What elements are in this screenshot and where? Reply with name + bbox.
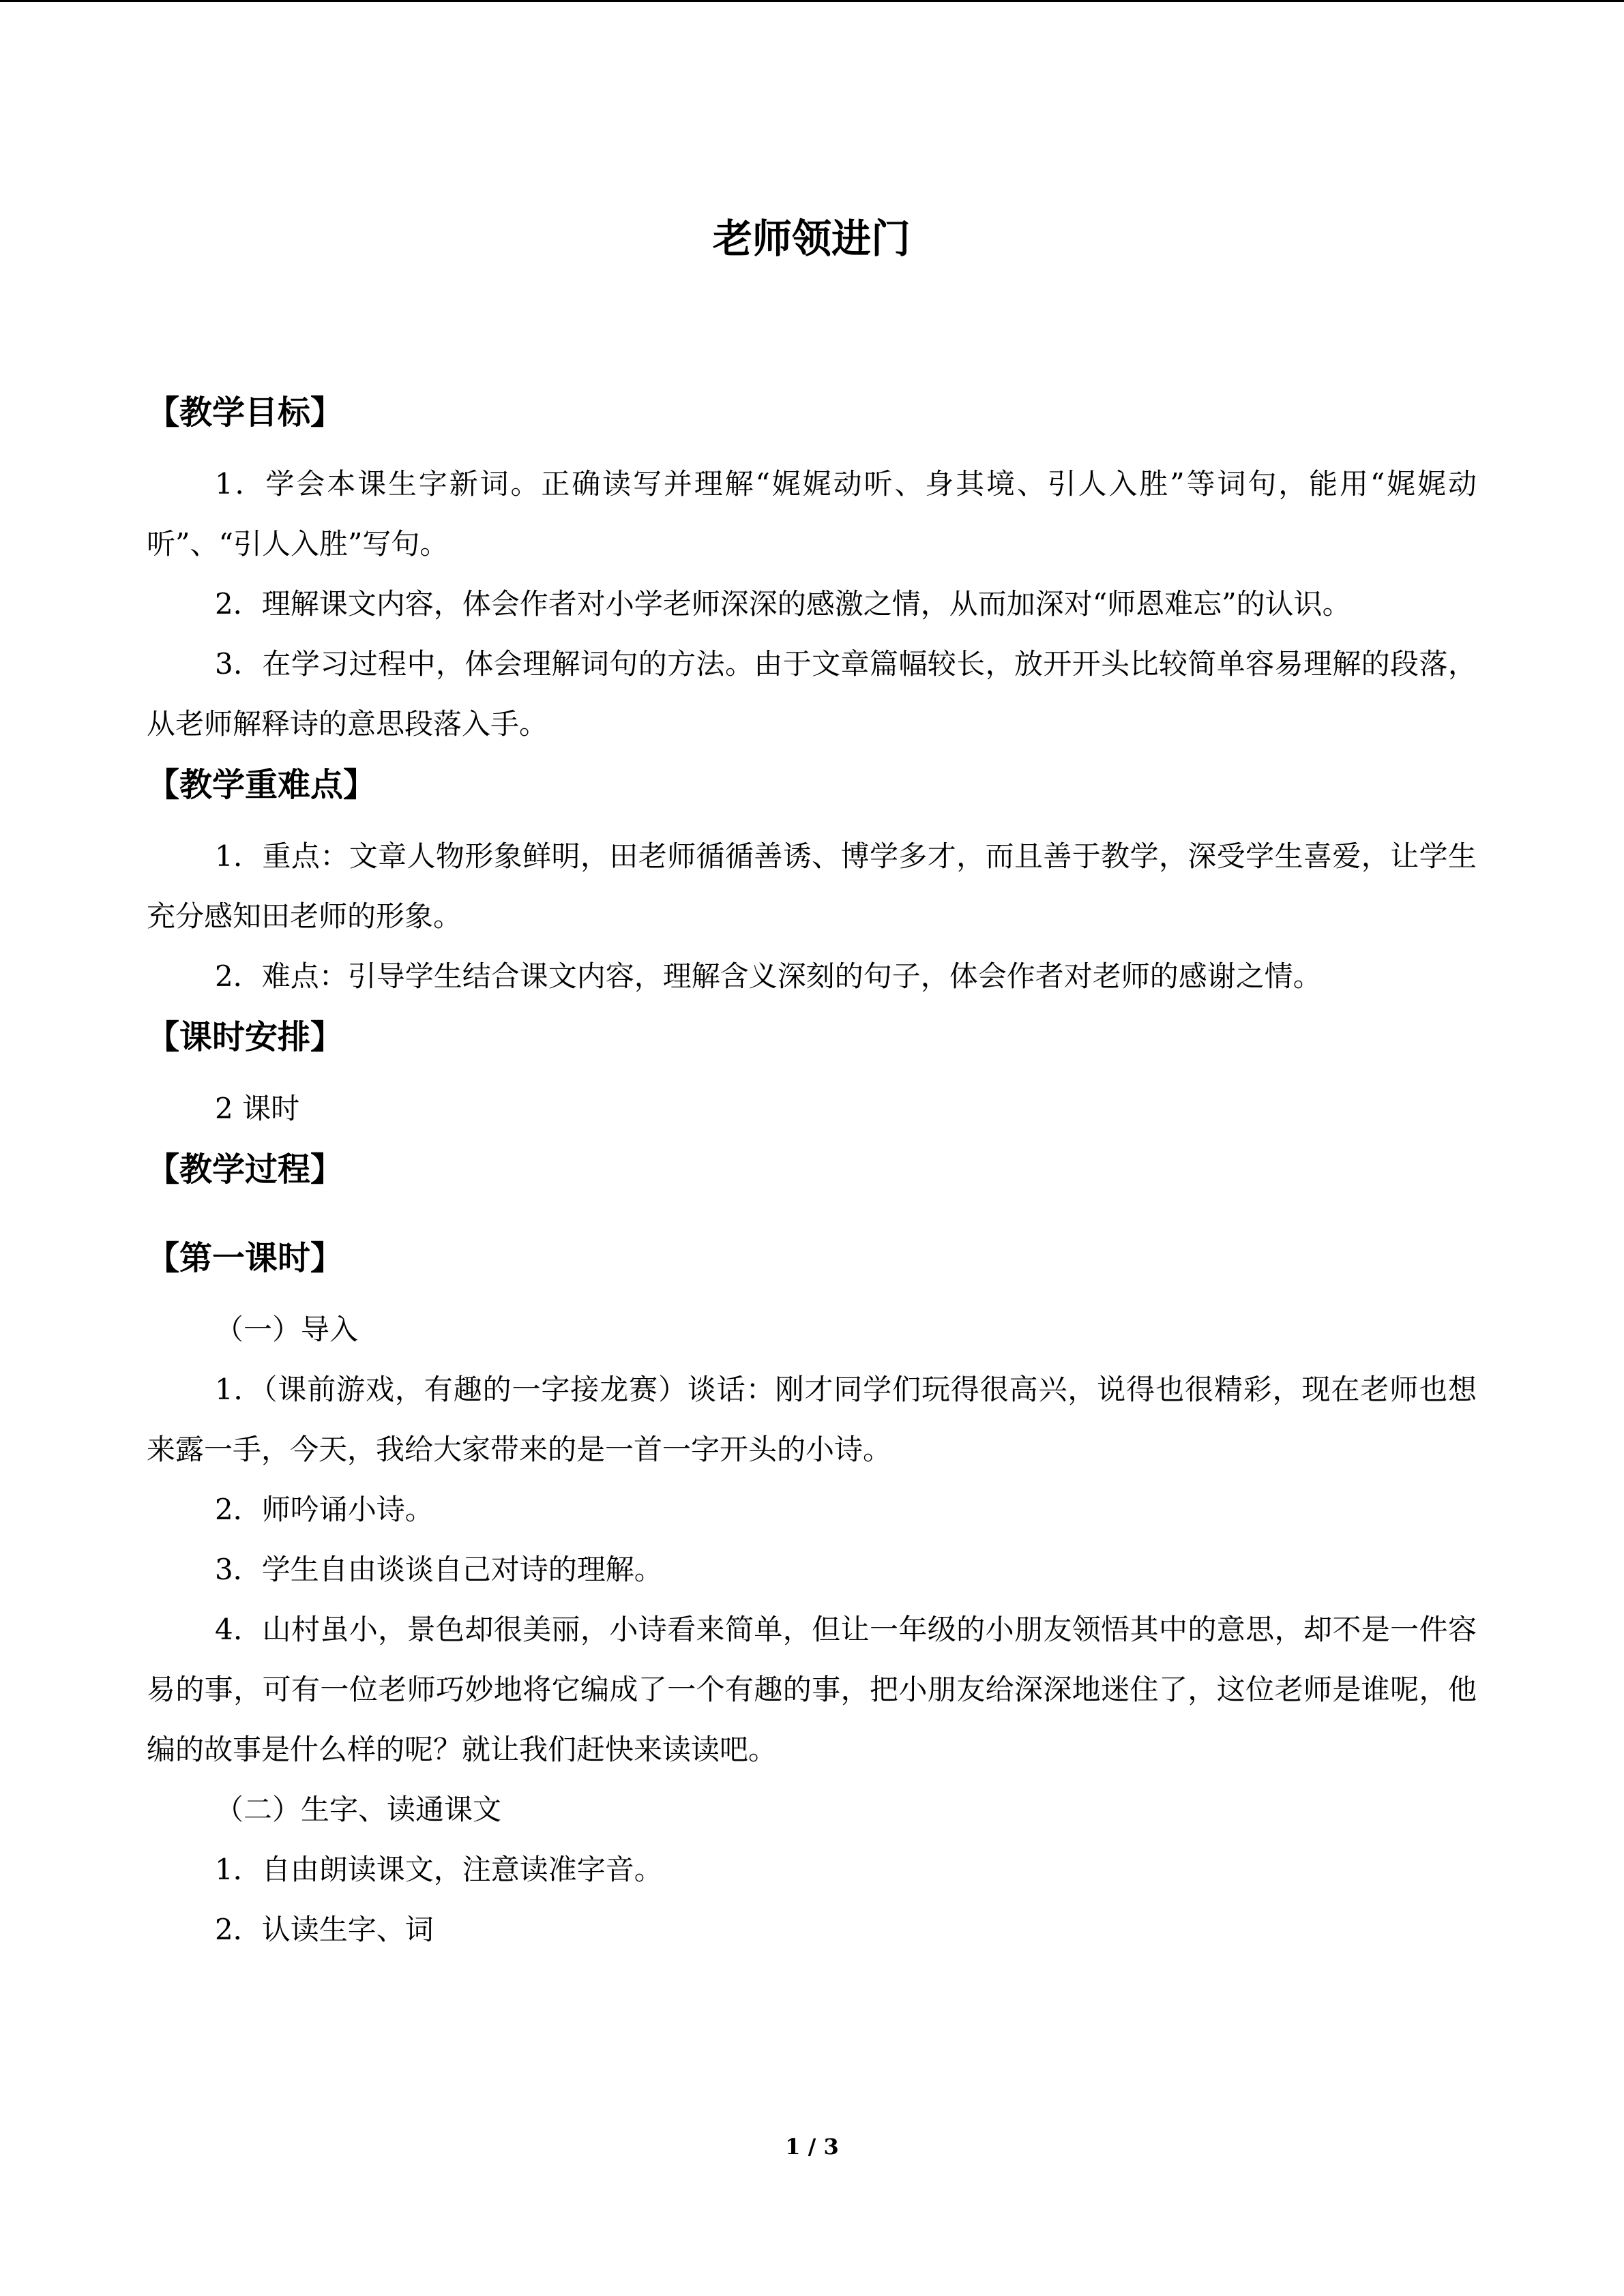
lesson1-part2-item-2: 2．认读生字、词	[215, 1913, 434, 1946]
lesson1-part1-item-3: 3．学生自由谈谈自己对诗的理解。	[215, 1553, 663, 1586]
lesson1-part2-title: （二）生字、读通课文	[215, 1793, 502, 1826]
goal-item-2: 2．理解课文内容，体会作者对小学老师深深的感激之情，从而加深对“师恩难忘”的认识。	[215, 587, 1351, 621]
lesson1-part1-item-2: 2．师吟诵小诗。	[215, 1493, 434, 1526]
document-title: 老师领进门	[712, 215, 911, 262]
schedule-text: 2 课时	[215, 1092, 300, 1125]
lesson1-part1-item-1: 1．（课前游戏，有趣的一字接龙赛）谈话：刚才同学们玩得很高兴，说得也很精彩，现在老师也想来露一手，今天，我给大家带来的是一首一字开头的小诗。	[147, 1373, 1477, 1466]
lesson1-part2-item-1: 1．自由朗读课文，注意读准字音。	[215, 1853, 663, 1886]
goal-item-1: 1．学会本课生字新词。正确读写并理解“娓娓动听、身其境、引人入胜”等词句，能用“娓娓动听”、“引人入胜”写句。	[147, 467, 1477, 561]
section-heading-key-points: 【教学重难点】	[147, 766, 377, 804]
page-number: 1 / 3	[785, 2134, 839, 2160]
section-heading-process: 【教学过程】	[147, 1150, 344, 1189]
section-heading-lesson-1: 【第一课时】	[147, 1239, 344, 1277]
key-point-item-2: 2．难点：引导学生结合课文内容，理解含义深刻的句子，体会作者对老师的感谢之情。	[215, 959, 1322, 993]
section-heading-schedule: 【课时安排】	[147, 1018, 344, 1056]
goal-item-3: 3．在学习过程中，体会理解词句的方法。由于文章篇幅较长，放开开头比较简单容易理解的段落，从老师解释诗的意思段落入手。	[147, 647, 1477, 741]
lesson1-part1-item-4: 4．山村虽小，景色却很美丽，小诗看来简单，但让一年级的小朋友领悟其中的意思，却不是一件容易的事，可有一位老师巧妙地将它编成了一个有趣的事，把小朋友给深深地迷住了，这位老师是谁呢，他编的故事是什么样的呢？就让我们赶快来读读吧。	[147, 1613, 1477, 1766]
top-border-line	[0, 0, 1624, 2]
section-heading-goals: 【教学目标】	[147, 393, 344, 432]
key-point-item-1: 1．重点：文章人物形象鲜明，田老师循循善诱、博学多才，而且善于教学，深受学生喜爱，让学生充分感知田老师的形象。	[147, 839, 1477, 933]
document-body	[147, 382, 1477, 1960]
lesson1-part1-title: （一）导入	[215, 1313, 359, 1346]
